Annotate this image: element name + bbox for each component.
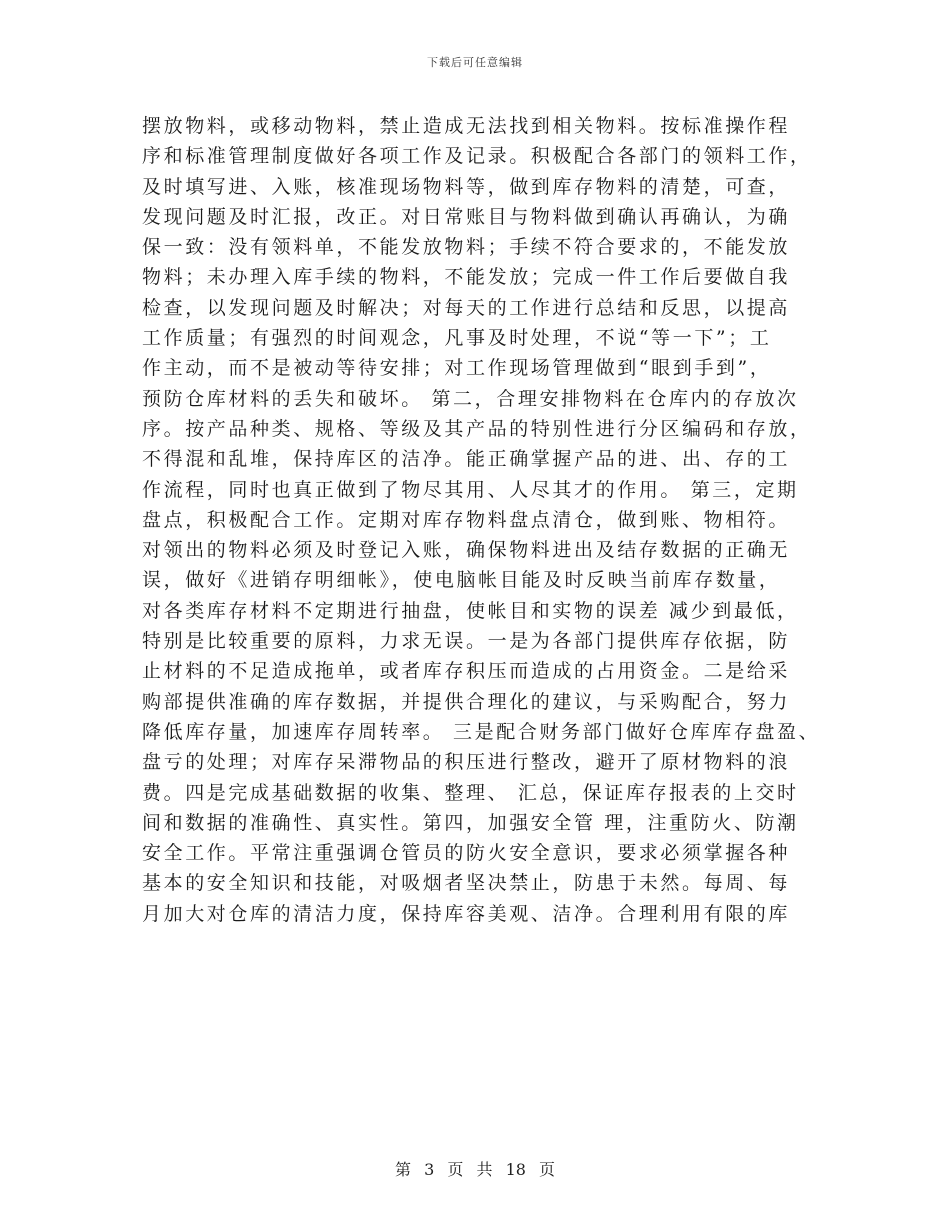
text-line: 费。四是完成基础数据的收集、整理、 汇总，保证库存报表的上交时 [142,781,799,804]
total-unit-label: 页 [539,1160,556,1179]
page-label: 第 [394,1160,411,1179]
text-line: 对领出的物料必须及时登记入账，确保物料进出及结存数据的正确无 [142,539,791,562]
text-line: 基本的安全知识和技能，对吸烟者坚决禁止，防患于未然。每周、每 [142,872,791,895]
text-line: 工作质量；有强烈的时间观念，凡事及时处理，不说“等一下”；工 [142,327,772,350]
text-line: 盘点，积极配合工作。定期对库存物料盘点清仓，做到账、物相符。 [142,508,791,531]
text-line: 物料；未办理入库手续的物料，不能发放；完成一件工作后要做自我 [142,266,791,289]
text-line: 序。按产品种类、规格、等级及其产品的特别性进行分区编码和存放， [142,417,812,440]
text-line: 特别是比较重要的原料，力求无误。一是为各部门提供库存依据，防 [142,630,791,653]
text-line: 月加大对仓库的清洁力度，保持库容美观、洁净。合理利用有限的库 [142,902,791,925]
text-line: 购部提供准确的库存数据，并提供合理化的建议，与采购配合，努力 [142,690,791,713]
total-label: 共 [476,1160,493,1179]
page-unit-label: 页 [447,1160,464,1179]
text-line: 对各类库存材料不定期进行抽盘，使帐目和实物的误差 减少到最低， [142,599,799,622]
text-line: 盘亏的处理；对库存呆滞物品的积压进行整改，避开了原材物料的浪 [142,751,791,774]
text-line: 降低库存量，加速库存周转率。 三是配合财务部门做好仓库库存盘盈、 [142,720,821,743]
text-line: 摆放物料，或移动物料，禁止造成无法找到相关物料。按标准操作程 [142,115,791,137]
total-pages-number: 18 [505,1160,526,1179]
text-line: 序和标准管理制度做好各项工作及记录。积极配合各部门的领料工作， [142,145,812,168]
current-page-number: 3 [424,1160,435,1179]
text-line: 检查，以发现问题及时解决；对每天的工作进行总结和反思，以提高 [142,296,791,319]
text-line: 不得混和乱堆，保持库区的洁净。能正确掌握产品的进、出、存的工 [142,448,791,471]
text-line: 及时填写进、入账，核准现场物料等，做到库存物料的清楚，可查， [142,175,791,198]
text-line: 误，做好《进销存明细帐》，使电脑帐目能及时反映当前库存数量， [142,569,781,592]
text-line: 间和数据的准确性、真实性。第四，加强安全管 理，注重防火、防潮 [142,811,799,834]
page-header: 下载后可任意编辑 [427,56,523,69]
document-body [142,111,822,929]
text-line: 作流程，同时也真正做到了物尽其用、人尽其才的作用。 第三，定期 [142,478,799,501]
text-line: 发现问题及时汇报，改正。对日常账目与物料做到确认再确认，为确 [142,205,791,228]
text-line: 作主动，而不是被动等待安排；对工作现场管理做到“眼到手到”， [142,357,772,380]
text-line: 安全工作。平常注重强调仓管员的防火安全意识，要求必须掌握各种 [142,842,791,865]
text-line: 止材料的不足造成拖单，或者库存积压而造成的占用资金。二是给采 [142,660,791,683]
page-footer [0,1157,950,1180]
text-line: 预防仓库材料的丢失和破坏。 第二，合理安排物料在仓库内的存放次 [142,387,799,410]
text-line: 保一致：没有领料单，不能发放物料；手续不符合要求的，不能发放 [142,236,791,259]
